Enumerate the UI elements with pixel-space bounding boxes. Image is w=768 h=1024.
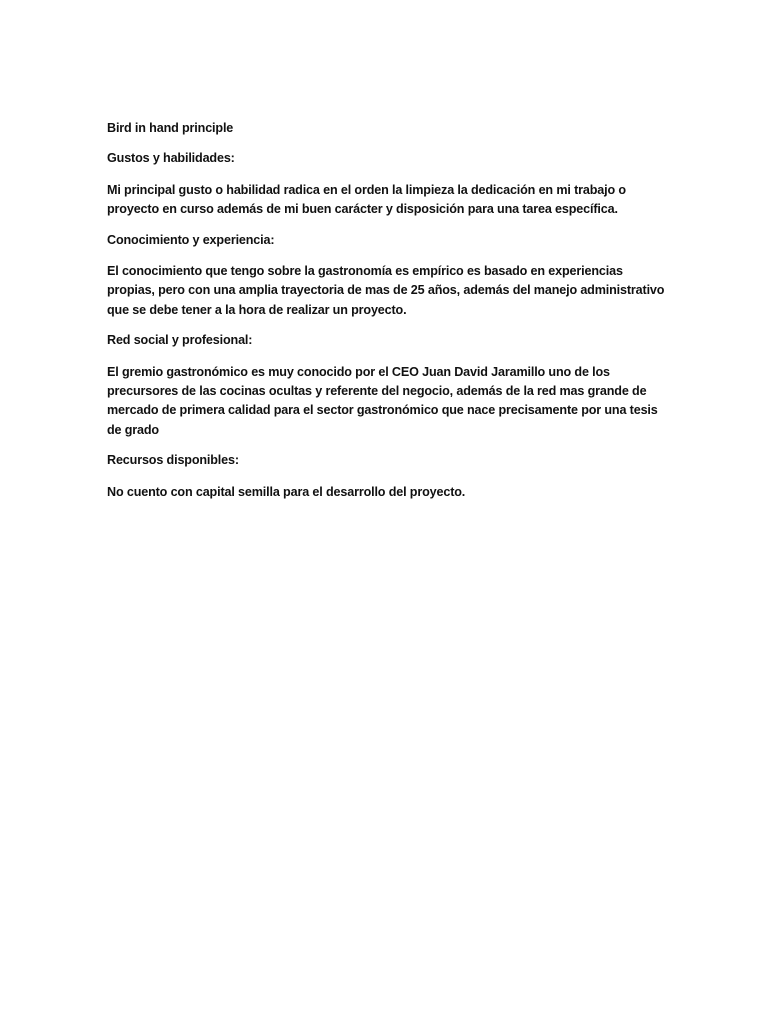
section-heading-recursos: Recursos disponibles: bbox=[107, 453, 239, 468]
document-title: Bird in hand principle bbox=[107, 121, 234, 135]
section-body-conocimiento: El conocimiento que tengo sobre la gastronomía es empírico es basado en experiencias propias, pero con una amplia trayectoria de mas de 25 años, además del manejo administrativo que se debe tener a la hora de realizar un proyecto. bbox=[107, 264, 665, 317]
document-page bbox=[107, 119, 667, 513]
section-heading-red-social: Red social y profesional: bbox=[107, 333, 253, 348]
section-body-recursos: No cuento con capital semilla para el desarrollo del proyecto. bbox=[107, 484, 466, 499]
section-heading-gustos: Gustos y habilidades: bbox=[107, 151, 235, 166]
section-body-red-social: El gremio gastronómico es muy conocido por el CEO Juan David Jaramillo uno de los precursores de las cocinas ocultas y referente del negocio, además de la red mas grande de mercado de primera calidad para el sector gastronómico que nace precisamente por una tesis de grado bbox=[107, 364, 658, 437]
section-heading-conocimiento: Conocimiento y experiencia: bbox=[107, 232, 275, 247]
section-body-gustos: Mi principal gusto o habilidad radica en el orden la limpieza la dedicación en mi trabajo o proyecto en curso además de mi buen carácter y disposición para una tarea específica. bbox=[107, 182, 626, 217]
